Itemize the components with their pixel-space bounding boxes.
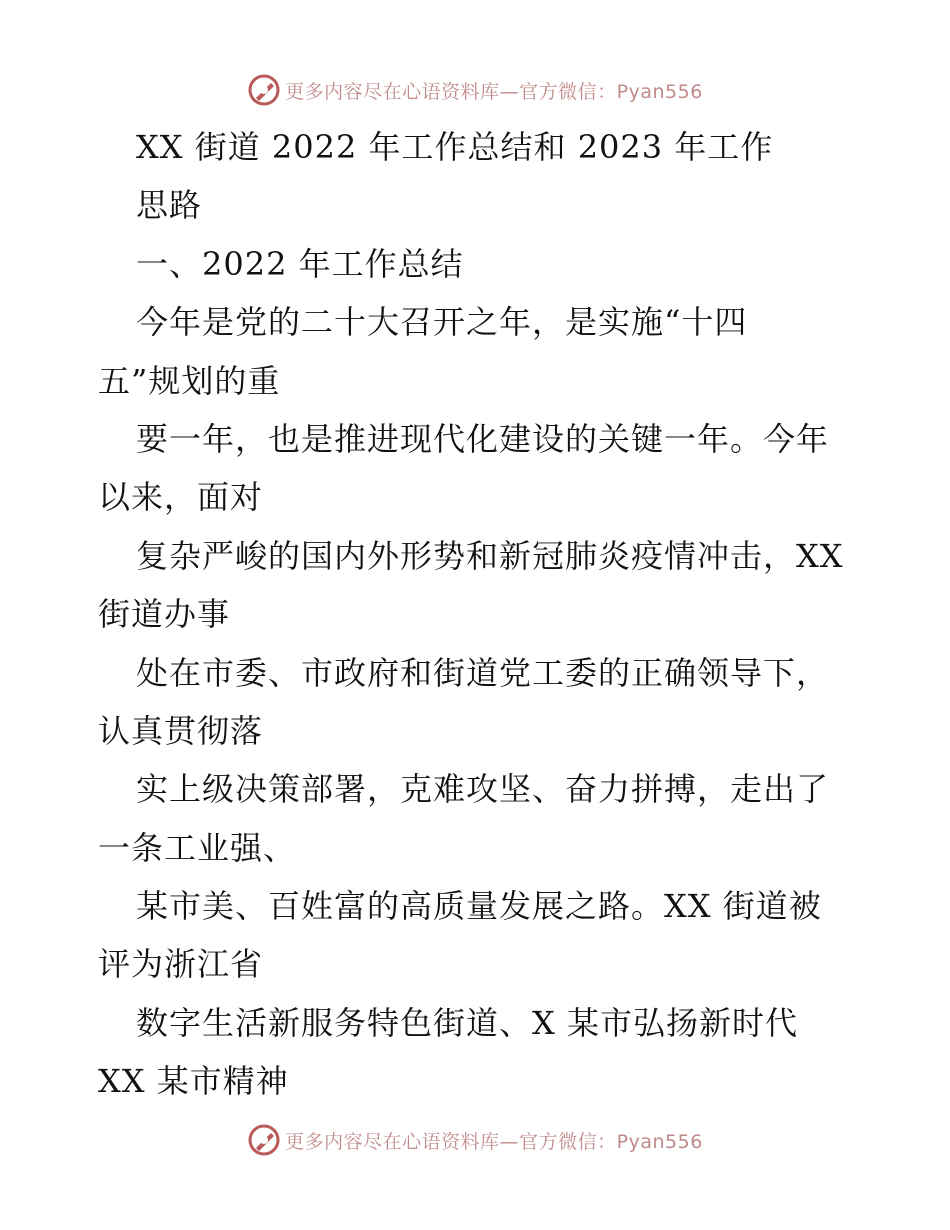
paragraph-line: 一条工业强、: [98, 828, 297, 867]
paragraph-line: 今年是党的二十大召开之年，是实施“十四: [136, 303, 748, 342]
footer-watermark: [0, 1120, 950, 1160]
paragraph-line: 复杂严峻的国内外形势和新冠肺炎疫情冲击，XX: [136, 536, 844, 575]
watermark-text: 更多内容尽在心语资料库—官方微信：Pyan556: [285, 1130, 703, 1153]
document-body: [98, 118, 858, 1111]
paragraph-line: 某市美、百姓富的高质量发展之路。XX 街道被: [136, 887, 822, 926]
paragraph-line: 评为浙江省: [98, 945, 264, 984]
paragraph-line: 数字生活新服务特色街道、X 某市弘扬新时代: [136, 1003, 798, 1042]
section-heading: 一、2022 年工作总结: [136, 244, 464, 283]
doc-title-line-1: XX 街道 2022 年工作总结和 2023 年工作: [136, 128, 774, 166]
paragraph-line: 五”规划的重: [98, 361, 281, 400]
paragraph-line: 以来，面对: [98, 478, 264, 517]
paragraph-line: 处在市委、市政府和街道党工委的正确领导下，: [136, 653, 830, 692]
header-watermark: [0, 70, 950, 110]
paragraph-line: 街道办事: [98, 595, 231, 634]
doc-title-line-2: 思路: [136, 186, 203, 225]
pen-logo-icon: [247, 1123, 281, 1157]
paragraph-line: XX 某市精神: [98, 1062, 289, 1101]
watermark-text: 更多内容尽在心语资料库—官方微信：Pyan556: [285, 80, 703, 103]
pen-logo-icon: [247, 73, 281, 107]
paragraph-line: 实上级决策部署，克难攻坚、奋力拼搏，走出了: [136, 770, 830, 809]
paragraph-line: 认真贯彻落: [98, 711, 264, 750]
paragraph-line: 要一年，也是推进现代化建设的关键一年。今年: [136, 419, 830, 458]
